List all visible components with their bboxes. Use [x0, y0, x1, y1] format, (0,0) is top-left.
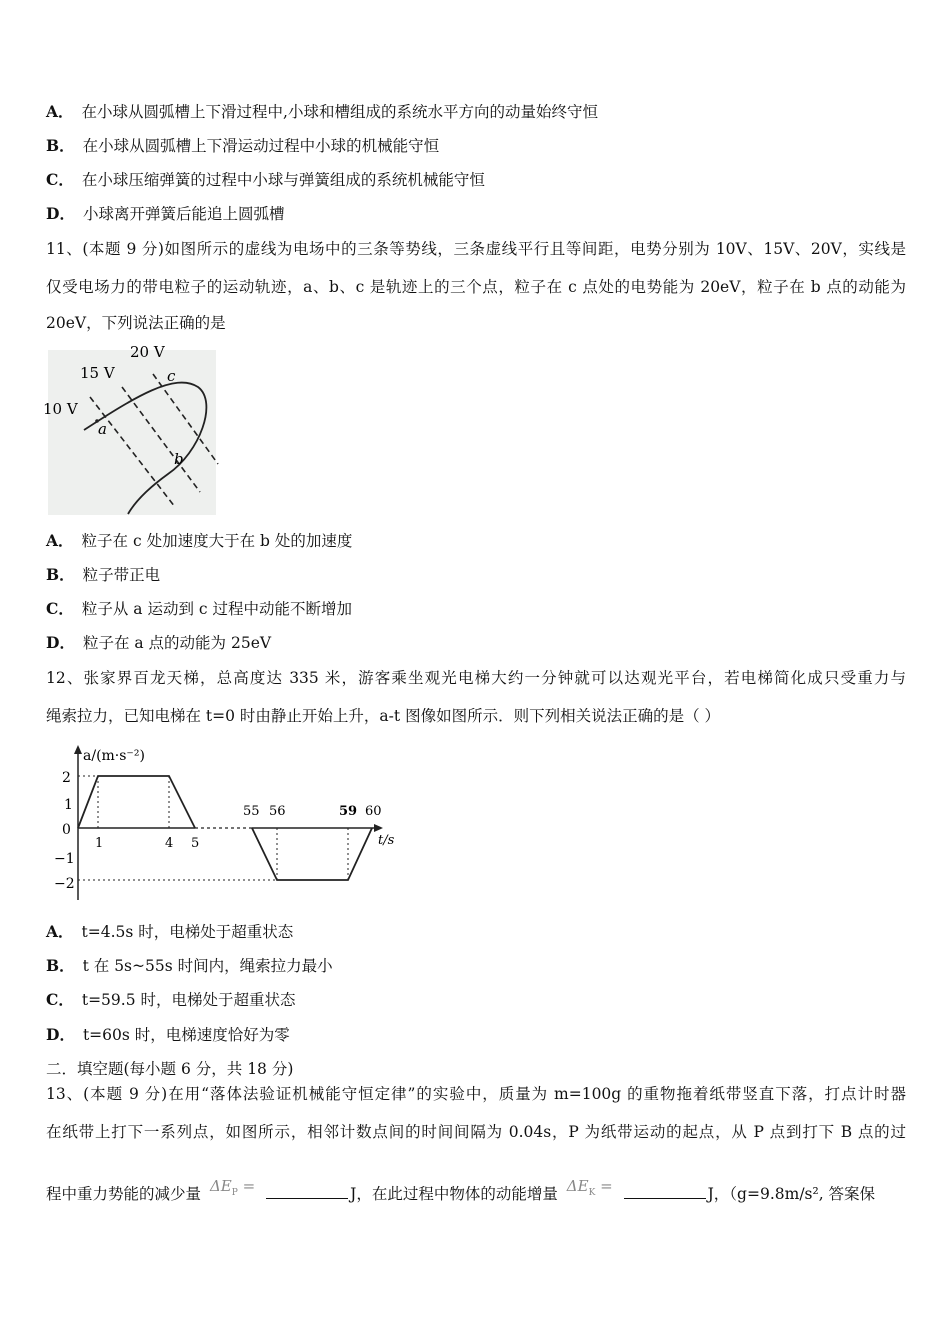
- x-tick-55: 55: [243, 804, 260, 819]
- y-axis-label: a/(m·s⁻²): [83, 748, 145, 764]
- q13-text-ep: 程中重力势能的减少量: [46, 1185, 202, 1203]
- q12-option-b: B． t 在 5s~55s 时间内，绳索拉力最小: [46, 956, 333, 975]
- q11-stem-line2: 仅受电场力的带电粒子的运动轨迹，a、b、c 是轨迹上的三个点，粒子在 c 点处的电势能为 20eV，粒子在 b 点的动能为: [46, 278, 906, 296]
- y-axis-arrow: [74, 745, 82, 754]
- label-20v: 20 V: [130, 343, 165, 361]
- x-tick-60: 60: [365, 804, 382, 819]
- label-10v: 10 V: [43, 400, 78, 418]
- x-axis-arrow: [374, 824, 383, 832]
- point-a-label: a: [98, 420, 107, 438]
- q13-stem-line3: [46, 1177, 876, 1211]
- x-axis-label: t/s: [378, 833, 395, 848]
- equipotential-figure: [40, 342, 220, 517]
- y-tick-neg2: −2: [54, 876, 75, 892]
- graph-segment-positive: [78, 776, 195, 828]
- y-tick-0: 0: [62, 822, 71, 838]
- q13-text-ek: J，在此过程中物体的动能增量: [350, 1185, 558, 1203]
- q10-option-d: D． 小球离开弹簧后能追上圆弧槽: [46, 204, 285, 223]
- y-tick-neg1: −1: [54, 851, 75, 867]
- q11-stem-line1: 11、(本题 9 分)如图所示的虚线为电场中的三条等势线，三条虚线平行且等间距，电势分别为 10V、15V、20V，实线是: [46, 240, 906, 258]
- q11-option-b: B． 粒子带正电: [46, 565, 161, 584]
- point-b-label: b: [174, 450, 184, 468]
- q12-option-d: D． t=60s 时，电梯速度恰好为零: [46, 1025, 290, 1044]
- q10-option-b: B． 在小球从圆弧槽上下滑运动过程中小球的机械能守恒: [46, 136, 440, 155]
- figure-background: [48, 350, 216, 515]
- x-tick-4: 4: [165, 836, 174, 851]
- formula-delta-ep: $\Delta E_P$ =: [209, 1177, 256, 1198]
- y-tick-2: 2: [62, 770, 71, 786]
- q13-stem-line1: 13、(本题 9 分)在用“落体法验证机械能守恒定律”的实验中，质量为 m=100g 的重物拖着纸带竖直下落，打点计时器: [46, 1085, 906, 1103]
- x-tick-56: 56: [269, 804, 286, 819]
- q10-option-a: A． 在小球从圆弧槽上下滑过程中,小球和槽组成的系统水平方向的动量始终守恒: [46, 102, 598, 121]
- q13-text-tail: J，（g=9.8m/s², 答案保: [707, 1185, 876, 1203]
- x-tick-5: 5: [191, 836, 200, 851]
- section-2-title: 二．填空题(每小题 6 分，共 18 分): [46, 1060, 294, 1078]
- q12-stem-line1: 12、张家界百龙天梯，总高度达 335 米，游客乘坐观光电梯大约一分钟就可以达观光平台，若电梯简化成只受重力与: [46, 669, 906, 687]
- q11-stem-line3: 20eV，下列说法正确的是: [46, 314, 226, 332]
- point-c-label: c: [167, 367, 176, 385]
- acceleration-time-graph: [52, 742, 412, 904]
- q11-option-a: A． 粒子在 c 处加速度大于在 b 处的加速度: [46, 531, 353, 550]
- answer-blank-ep[interactable]: [266, 1184, 348, 1199]
- q12-option-a: A． t=4.5s 时，电梯处于超重状态: [46, 922, 294, 941]
- q12-stem-line2: 绳索拉力，已知电梯在 t=0 时由静止开始上升，a-t 图像如图所示．则下列相关说法正确的是（ ）: [46, 707, 720, 725]
- x-tick-59: 59: [339, 804, 358, 819]
- q11-option-d: D． 粒子在 a 点的动能为 25eV: [46, 633, 272, 652]
- answer-blank-ek[interactable]: [624, 1184, 706, 1199]
- graph-segment-negative: [252, 828, 372, 880]
- y-tick-1: 1: [64, 797, 73, 813]
- formula-delta-ek: $\Delta E_K$ =: [566, 1177, 613, 1198]
- x-tick-1: 1: [95, 836, 104, 851]
- q12-option-c: C． t=59.5 时，电梯处于超重状态: [46, 990, 296, 1009]
- label-15v: 15 V: [80, 364, 115, 382]
- q10-option-c: C． 在小球压缩弹簧的过程中小球与弹簧组成的系统机械能守恒: [46, 170, 485, 189]
- q13-stem-line2: 在纸带上打下一系列点，如图所示，相邻计数点间的时间间隔为 0.04s，P 为纸带运动的起点，从 P 点到打下 B 点的过: [46, 1123, 906, 1141]
- q11-option-c: C． 粒子从 a 运动到 c 过程中动能不断增加: [46, 599, 352, 618]
